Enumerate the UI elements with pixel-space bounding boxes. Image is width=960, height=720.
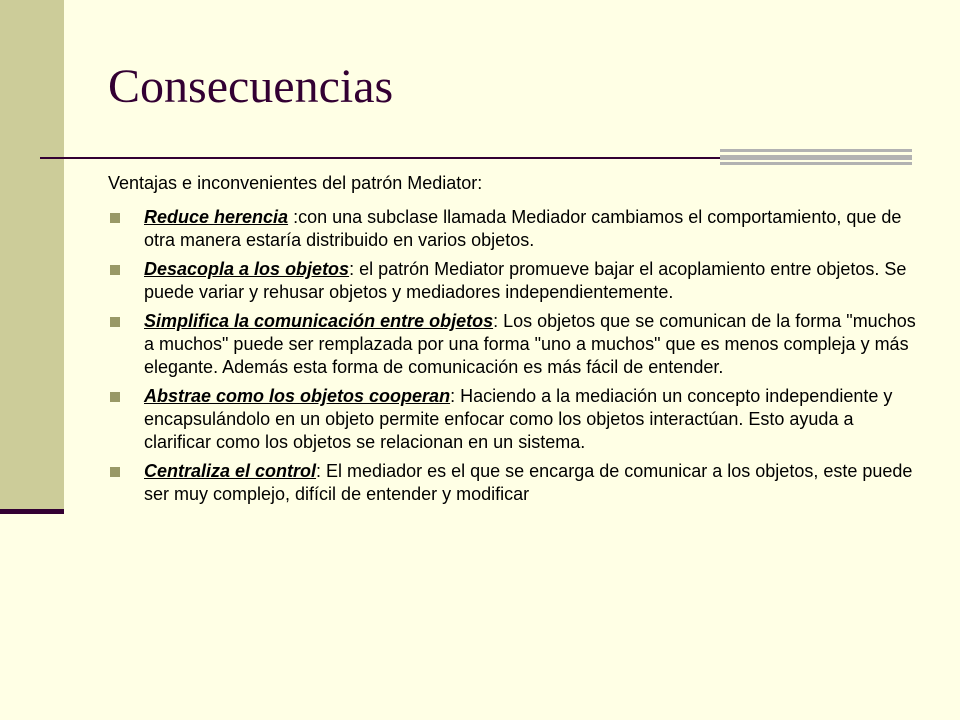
square-bullet-icon xyxy=(110,467,120,477)
title-underline xyxy=(40,157,720,159)
title-underline-accent xyxy=(720,149,912,165)
bullet-keyword: Abstrae como los objetos cooperan xyxy=(144,386,451,406)
sidebar-accent-line xyxy=(0,509,64,514)
square-bullet-icon xyxy=(110,392,120,402)
slide-title: Consecuencias xyxy=(108,60,394,113)
bullet-keyword: Reduce herencia xyxy=(144,207,289,227)
bullet-item xyxy=(108,258,918,304)
sidebar-decoration xyxy=(0,0,64,512)
bullet-text: : Haciendo a la mediación un concepto independiente y encapsulándolo en un objeto permite enfocar como los objetos interactúan. Esto ayuda a clarificar como los objetos se relacionan en un sistema. xyxy=(144,386,893,452)
bullet-text: : el patrón Mediator promueve bajar el acoplamiento entre objetos. Se puede variar y rehusar objetos y mediadores independientemente. xyxy=(144,259,907,302)
slide-body xyxy=(108,170,918,512)
intro-text: Ventajas e inconvenientes del patrón Mediator: xyxy=(108,173,483,193)
bullet-text: :con una subclase llamada Mediador cambiamos el comportamiento, que de otra manera estaría distribuido en varios objetos. xyxy=(144,207,902,250)
bullet-keyword: Simplifica la comunicación entre objetos xyxy=(144,311,494,331)
square-bullet-icon xyxy=(110,317,120,327)
square-bullet-icon xyxy=(110,213,120,223)
bullet-text: : El mediador es el que se encarga de comunicar a los objetos, este puede ser muy complejo, difícil de entender y modificar xyxy=(144,461,913,504)
bullet-item xyxy=(108,385,918,454)
square-bullet-icon xyxy=(110,265,120,275)
bullet-item xyxy=(108,460,918,506)
bullet-text: : Los objetos que se comunican de la forma "muchos a muchos" puede ser remplazada por una forma "uno a muchos" que es menos compleja y más elegante. Además esta forma de comunicación es más fácil de entender. xyxy=(144,311,916,377)
bullet-keyword: Centraliza el control xyxy=(144,461,317,481)
bullet-keyword: Desacopla a los objetos xyxy=(144,259,350,279)
bullet-item xyxy=(108,206,918,252)
bullet-item xyxy=(108,310,918,379)
